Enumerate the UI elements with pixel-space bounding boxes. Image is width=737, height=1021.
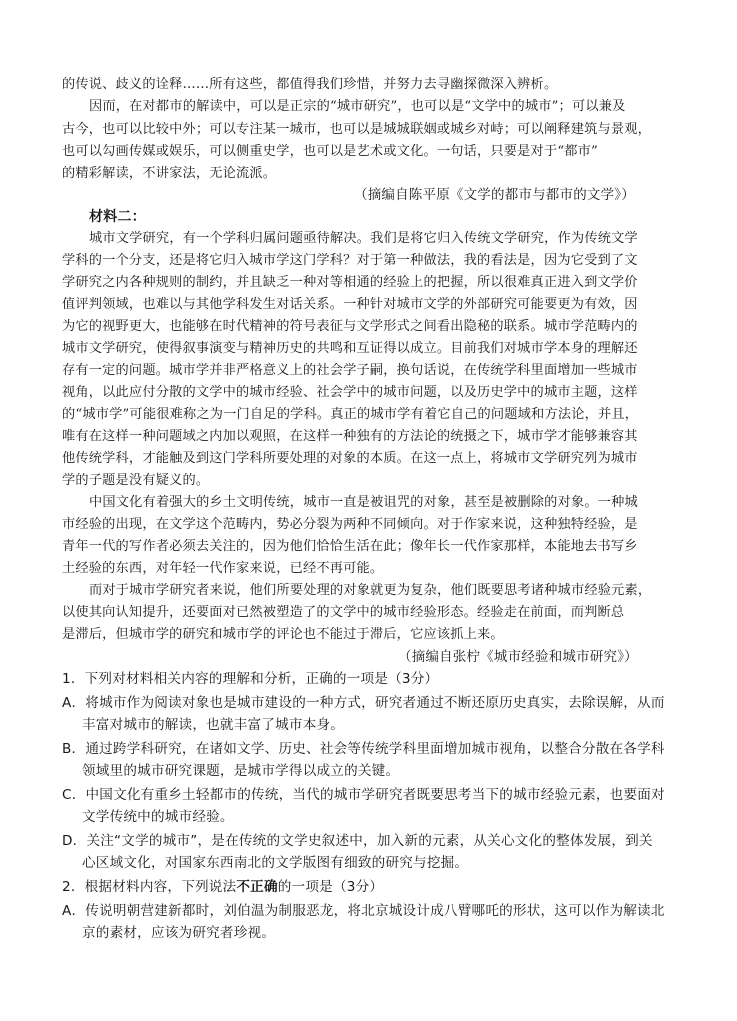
material2-line: 视角，以此应付分散的文学中的城市经验、社会学中的城市问题，以及历史学中的城市主题，这样 <box>62 385 638 400</box>
q1-stem: 1．下列对材料相关内容的理解和分析，正确的一项是（3分） <box>62 671 439 687</box>
q2-stem <box>62 876 674 898</box>
q2-stem-post: 的一项是（3分） <box>277 879 384 895</box>
q1-option-c <box>62 784 674 806</box>
material2-line: 土经验的东西，对年轻一代作家来说，已经不再可能。 <box>62 561 384 576</box>
option-text: 传说明朝营建新都时，刘伯温为制服恶龙，将北京城设计成八臂哪吒的形状，这可以作为解读北 <box>85 903 665 919</box>
q1-option-b-cont: 领域里的城市研究课题，是城市学得以成立的关键。 <box>82 763 400 779</box>
option-text: 中国文化有重乡土轻都市的传统，当代的城市学研究者既要思考当下的城市经验元素，也要面对 <box>85 787 665 803</box>
material2-line: 青年一代的写作者必须去关注的，因为他们恰恰生活在此；像年长一代作家那样，本能地去书写乡 <box>62 539 638 554</box>
material2-line: 学的子题是没有疑义的。 <box>62 473 210 488</box>
q1-option-a <box>62 692 674 714</box>
option-text: 将城市作为阅读对象也是城市建设的一种方式，研究者通过不断还原历史真实，去除误解，从而 <box>85 695 665 711</box>
q2-option-a-cont: 京的素材，应该为研究者珍视。 <box>82 925 276 941</box>
q1-option-d <box>62 830 674 852</box>
material2-line: 为它的视野更大，也能够在时代精神的符号表征与文学形式之间看出隐秘的联系。城市学范畴内的 <box>62 319 638 334</box>
q1-option-d-cont: 心区域文化，对国家东西南北的文学版图有细致的研究与挖掘。 <box>82 855 469 871</box>
material2-line: 以使其向认知提升，还要面对已然被塑造了的文学中的城市经验形态。经验走在前面，而判断总 <box>62 605 625 620</box>
q1-option-a-cont: 丰富对城市的解读，也就丰富了城市本身。 <box>82 717 345 733</box>
material2-line: 他传统学科，才能触及到这门学科所要处理的对象的本质。在这一点上，将城市文学研究列为城市 <box>62 451 638 466</box>
option-label: B． <box>62 741 86 757</box>
material1-line: 古今，也可以比较中外；可以专注某一城市，也可以是城城联姻或城乡对峙；可以阐释建筑与景观， <box>62 122 652 137</box>
material2-source: （摘编自张柠《城市经验和城市研究》） <box>398 649 638 665</box>
material1-line: 的传说、歧义的诠释……所有这些，都值得我们珍惜，并努力去寻幽探微深入辨析。 <box>62 77 558 92</box>
material2-line: 学研究之内各种规则的制约，并且缺乏一种对等相通的经验上的把握，所以很难真正进入到文学价 <box>62 275 638 290</box>
material2-line: 城市文学研究，使得叙事演变与精神历史的共鸣和互证得以成立。目前我们对城市学本身的理解还 <box>62 341 638 356</box>
option-label: C． <box>62 787 86 803</box>
material2-line: 市经验的出现，在文学这个范畴内，势必分裂为两种不同倾向。对于作家来说，这种独特经验，是 <box>62 517 638 532</box>
material2-line: 的“城市学”可能很难称之为一门自足的学科。真正的城市学有着它自己的问题域和方法论，并且， <box>62 407 639 422</box>
option-label: D． <box>62 833 87 849</box>
material2-line: 唯有在这样一种问题域之内加以观照，在这样一种独有的方法论的统摄之下，城市学才能够兼容其 <box>62 429 638 444</box>
material2-line: 值评判领域，也难以与其他学科发生对话关系。一种针对城市文学的外部研究可能要更为有效，因 <box>62 297 638 312</box>
material1-line: 的精彩解读，不讲家法，无论流派。 <box>62 166 277 181</box>
option-text: 关注“文学的城市”，是在传统的文学史叙述中，加入新的元素，从关心文化的整体发展，到关 <box>86 833 653 849</box>
material1-line: 因而，在对都市的解读中，可以是正宗的“城市研究”，也可以是“文学中的城市”；可以兼及 <box>89 99 626 114</box>
material2-line: 而对于城市学研究者来说，他们所要处理的对象就更为复杂，他们既要思考诸种城市经验元素， <box>89 583 652 598</box>
material2-line: 是滞后，但城市学的研究和城市学的评论也不能过于滞后，它应该抓上来。 <box>62 627 504 642</box>
material2-line: 中国文化有着强大的乡土文明传统，城市一直是被诅咒的对象，甚至是被删除的对象。一种城 <box>89 495 638 510</box>
material2-heading: 材料二： <box>89 209 146 225</box>
material2-line: 学科的一个分支，还是将它归入城市学这门学科？对于第一种做法，我的看法是，因为它受到了文 <box>62 253 638 268</box>
material2-line: 城市文学研究，有一个学科归属问题亟待解决。我们是将它归入传统文学研究，作为传统文学 <box>89 231 638 246</box>
option-label: A． <box>62 903 86 919</box>
q2-stem-pre: 2．根据材料内容，下列说法 <box>62 879 237 895</box>
q1-option-c-cont: 文学传统中的城市经验。 <box>82 809 234 825</box>
option-text: 通过跨学科研究，在诸如文学、历史、社会等传统学科里面增加城市视角，以整合分散在各学科 <box>85 741 665 757</box>
material1-line: 也可以勾画传媒或娱乐，可以侧重史学，也可以是艺术或文化。一句话，只要是对于“都市” <box>62 144 598 159</box>
option-label: A． <box>62 695 86 711</box>
q1-option-b <box>62 738 674 760</box>
material1-source: （摘编自陈平原《文学的都市与都市的文学》） <box>354 187 635 203</box>
q2-stem-emphasis: 不正确 <box>236 879 278 895</box>
q2-option-a <box>62 900 674 922</box>
material2-line: 存有一定的问题。城市学并非严格意义上的社会学子嗣，换句话说，在传统学科里面增加一些城市 <box>62 363 638 378</box>
